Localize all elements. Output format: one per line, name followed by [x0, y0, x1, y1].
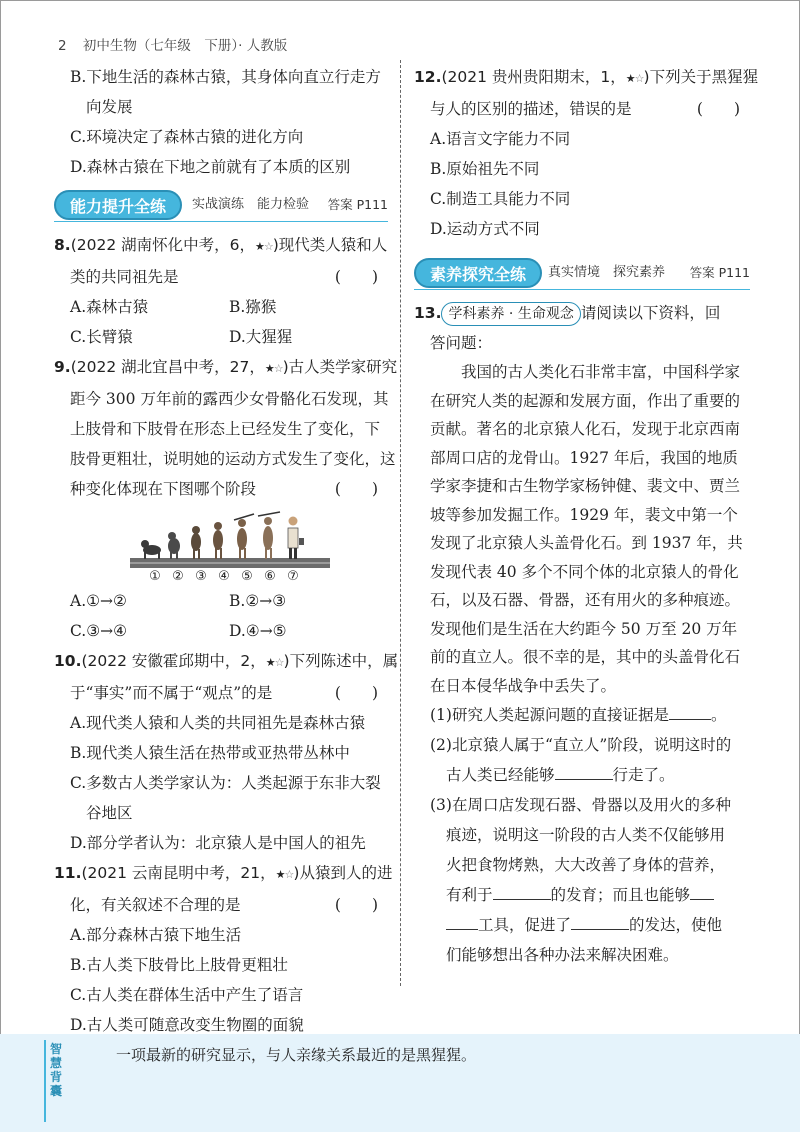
- q11-option-c: C.古人类在群体生活中产生了语言: [70, 986, 304, 1004]
- q13-sub2-line1: (2)北京猿人属于“直立人”阶段，说明这时的: [430, 736, 732, 754]
- answer-blank[interactable]: [571, 911, 629, 930]
- q7-option-b-line1: B.下地生活的森林古猿，其身体向直立行走方: [70, 68, 381, 86]
- q13-stem-line1: 13. 学科素养 · 生命观念 请阅读以下资料，回: [414, 298, 750, 328]
- stage-7-figure: [288, 517, 304, 560]
- q12-option-c: C.制造工具能力不同: [430, 190, 571, 208]
- section-rule: [54, 221, 388, 222]
- q9-number: 9.: [54, 358, 71, 376]
- section-answer-ref: 答案 P111: [327, 197, 388, 212]
- q8-option-c: C.长臂猿: [70, 328, 133, 346]
- q8-number: 8.: [54, 236, 71, 254]
- answer-paren: ( ): [696, 100, 740, 118]
- q13-stem-line2: 答问题：: [430, 334, 493, 352]
- answer-paren: ( ): [334, 268, 378, 286]
- q10-stem-line2: 于“事实”而不属于“观点”的是 ( ): [54, 678, 388, 708]
- difficulty-star-icon: ★☆: [265, 656, 284, 669]
- stage-4-figure: [213, 522, 223, 559]
- tip-text: 一项最新的研究显示，与人亲缘关系最近的是黑猩猩。: [116, 1046, 477, 1064]
- q8-source: (2022 湖南怀化中考，6，: [70, 236, 255, 254]
- q7-option-d: D.森林古猿在下地之前就有了本质的区别: [70, 158, 351, 176]
- q10-option-a: A.现代类人猿和人类的共同祖先是森林古猿: [70, 714, 366, 732]
- q10-number: 10.: [54, 652, 82, 670]
- q8-options-cd: [54, 322, 388, 352]
- q8-stem-line2: 类的共同祖先是 ( ): [54, 262, 388, 292]
- q9-stem-line5: 种变化体现在下图哪个阶段 ( ): [54, 474, 388, 504]
- q10-source: (2022 安徽霍邱期中，2，: [81, 652, 266, 670]
- q7-option-b-line2: 向发展: [86, 98, 133, 116]
- q9-source: (2022 湖北宜昌中考，27，: [70, 358, 265, 376]
- q8-option-a: A.森林古猿: [70, 298, 149, 316]
- answer-blank[interactable]: [690, 881, 714, 900]
- q11-option-b: B.古人类下肢骨比上肢骨更粗壮: [70, 956, 288, 974]
- section-badge: 素养探究全练: [414, 258, 542, 288]
- figure-label-1: ①: [149, 569, 161, 584]
- q12-option-b: B.原始祖先不同: [430, 160, 540, 178]
- answer-blank[interactable]: [446, 911, 478, 930]
- q9-options-ab: [54, 586, 388, 616]
- q11-option-a: A.部分森林古猿下地生活: [70, 926, 242, 944]
- q9-stem-line4: 肢骨更粗壮，说明她的运动方式发生了变化，这: [70, 450, 396, 468]
- difficulty-star-icon: ★☆: [275, 868, 294, 881]
- evolution-figure: [130, 510, 330, 568]
- figure-label-5: ⑤: [241, 569, 253, 584]
- section-literacy: [414, 258, 750, 290]
- q9-stem-line1: 9.(2022 湖北宜昌中考，27，★☆)古人类学家研究: [54, 352, 388, 384]
- page-header: [58, 34, 287, 54]
- figure-label-6: ⑥: [264, 569, 276, 584]
- stage-1-figure: [141, 540, 161, 559]
- figure-label-4: ④: [218, 569, 230, 584]
- q8-option-d: D.大猩猩: [229, 328, 293, 346]
- q13-sub3-line4: 有利于 的发育；而且也能够: [414, 880, 750, 910]
- q8-stem-line1: 8.(2022 湖南怀化中考，6，★☆)现代类人猿和人: [54, 230, 388, 262]
- column-divider: [400, 60, 401, 986]
- q9-option-b: B.②→③: [229, 592, 287, 610]
- q9-option-d: D.④→⑤: [229, 622, 287, 640]
- section-answer-ref: 答案 P111: [689, 265, 750, 280]
- literacy-tag: 学科素养 · 生命观念: [441, 302, 580, 326]
- q11-number: 11.: [54, 864, 82, 882]
- answer-paren: ( ): [334, 684, 378, 702]
- q8-option-b: B.猕猴: [229, 298, 277, 316]
- q9-stem-line2: 距今 300 万年前的露西少女骨骼化石发现，其: [70, 390, 389, 408]
- answer-blank[interactable]: [669, 701, 711, 720]
- section-subtitle: 真实情境 探究素养: [548, 265, 666, 280]
- section-subtitle: 实战演练 能力检验: [192, 197, 310, 212]
- q8-options-ab: [54, 292, 388, 322]
- q12-source: (2021 贵州贵阳期末，1，: [441, 68, 626, 86]
- q10-option-c-line1: C.多数古人类学家认为：人类起源于东非大裂: [70, 774, 381, 792]
- figure-label-2: ②: [172, 569, 184, 584]
- q12-number: 12.: [414, 68, 442, 86]
- answer-paren: ( ): [334, 896, 378, 914]
- q9-option-a: A.①→②: [70, 592, 127, 610]
- q11-option-d: D.古人类可随意改变生物圈的面貌: [70, 1016, 304, 1034]
- tip-title: 智慧背囊: [50, 1042, 63, 1098]
- figure-labels: [146, 568, 388, 586]
- difficulty-star-icon: ★☆: [264, 362, 283, 375]
- answer-blank[interactable]: [493, 881, 551, 900]
- q12-stem-line2: 与人的区别的描述，错误的是 ( ): [414, 94, 750, 124]
- stage-5-figure: [234, 514, 254, 559]
- difficulty-star-icon: ★☆: [625, 72, 644, 85]
- q12-option-a: A.语言文字能力不同: [430, 130, 571, 148]
- q10-stem-line1: 10.(2022 安徽霍邱期中，2，★☆)下列陈述中，属: [54, 646, 388, 678]
- figure-label-7: ⑦: [287, 569, 299, 584]
- q13-sub3-line6: 们能够想出各种办法来解决困难。: [446, 946, 679, 964]
- q13-sub2-line2: 古人类已经能够 行走了。: [414, 760, 750, 790]
- q11-source: (2021 云南昆明中考，21，: [81, 864, 276, 882]
- q10-option-b: B.现代类人猿生活在热带或亚热带丛林中: [70, 744, 350, 762]
- q13-sub3-line5: 工具，促进了 的发达，使他: [414, 910, 750, 940]
- left-column: [54, 62, 399, 1040]
- q9-option-c: C.③→④: [70, 622, 128, 640]
- q13-sub3-line1: (3)在周口店发现石器、骨器以及用火的多种: [430, 796, 731, 814]
- section-rule: [414, 289, 750, 290]
- q11-stem-line1: 11.(2021 云南昆明中考，21，★☆)从猿到人的进: [54, 858, 388, 890]
- answer-paren: ( ): [334, 480, 378, 498]
- q11-stem-line2: 化，有关叙述不合理的是 ( ): [54, 890, 388, 920]
- page-number: 2: [58, 38, 67, 54]
- q10-option-c-line2: 谷地区: [86, 804, 133, 822]
- reading-material: 我国的古人类化石非常丰富，中国科学家在研究人类的起源和发展方面，作出了重要的贡献。著名的北京猿人化石，发现于北京西南部周口店的龙骨山。1927 年后，我国的地质学家李捷和古生物学家杨钟健、裴文中、贾兰坡等参加发掘工作。1929 年，裴文中第一个发现了北京猿人头盖骨化石。到 1937 年，共发现代表 40 多个不同个体的北京猿人的骨化石，以及石器、骨器，还有用火的多种痕迹。发现他们是生活在大约距今 50 万至 20 万年前的直立人。很不幸的是，其中的头盖骨化石在日本侵华战争中丢失了。: [430, 363, 743, 695]
- stage-6-figure: [258, 512, 280, 559]
- q9-options-cd: [54, 616, 388, 646]
- answer-blank[interactable]: [555, 761, 613, 780]
- right-column: [414, 62, 759, 970]
- q13-sub3-line2: 痕迹，说明这一阶段的古人类不仅能够用: [446, 826, 726, 844]
- q13-sub3-line3: 火把食物烤熟，大大改善了身体的营养，: [446, 856, 726, 874]
- book-title: 初中生物（七年级 下册）· 人教版: [82, 38, 288, 54]
- q9-stem-line3: 上肢骨和下肢骨在形态上已经发生了变化，下: [70, 420, 381, 438]
- q12-option-d: D.运动方式不同: [430, 220, 540, 238]
- stage-2-figure: [168, 532, 180, 559]
- q12-stem-line1: 12.(2021 贵州贵阳期末，1，★☆)下列关于黑猩猩: [414, 62, 750, 94]
- q8-text-1: 现代类人猿和人: [278, 236, 388, 254]
- q7-option-c: C.环境决定了森林古猿的进化方向: [70, 128, 304, 146]
- q13-number: 13.: [414, 304, 442, 322]
- section-ability: [54, 190, 388, 222]
- section-badge: 能力提升全练: [54, 190, 182, 220]
- q10-option-d: D.部分学者认为：北京猿人是中国人的祖先: [70, 834, 366, 852]
- q13-sub1: (1)研究人类起源问题的直接证据是 。: [414, 700, 750, 730]
- difficulty-star-icon: ★☆: [254, 240, 273, 253]
- stage-3-figure: [191, 526, 201, 559]
- figure-label-3: ③: [195, 569, 207, 584]
